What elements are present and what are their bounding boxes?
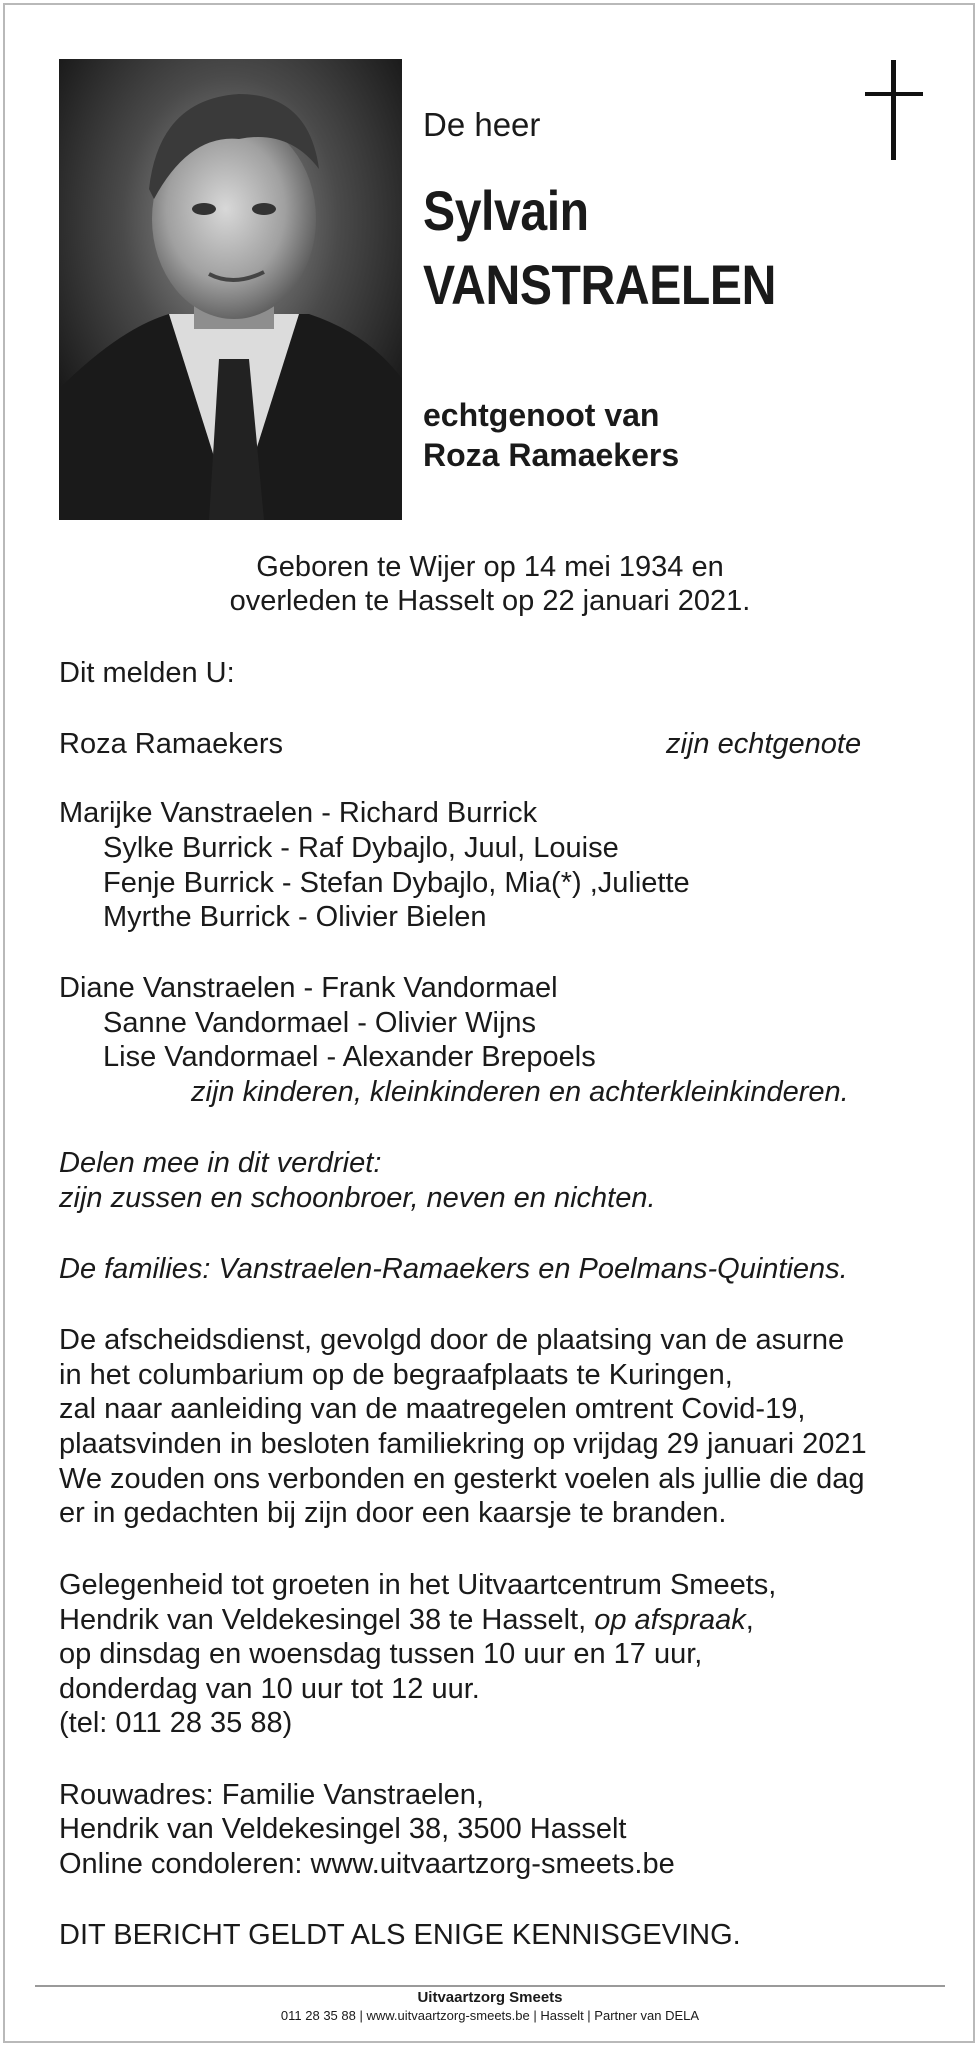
visit-phone: (tel: 011 28 35 88): [59, 1707, 293, 1739]
share-line: zijn zussen en schoonbroer, neven en nichten.: [59, 1182, 656, 1214]
birth-line: Geboren te Wijer op 14 mei 1934 en: [256, 551, 724, 583]
families-line: De families: Vanstraelen-Ramaekers en Poelmans-Quintiens.: [59, 1253, 848, 1285]
visit-address: Hendrik van Veldekesingel 38 te Hasselt,: [59, 1604, 595, 1636]
first-name: Sylvain: [423, 179, 589, 242]
service-line: De afscheidsdienst, gevolgd door de plaatsing van de asurne: [59, 1324, 845, 1356]
service-line: plaatsvinden in besloten familiekring op vrijdag 29 januari 2021: [59, 1428, 867, 1460]
footer-company: Uitvaartzorg Smeets: [417, 1989, 563, 2006]
visit-line: donderdag van 10 uur tot 12 uur.: [59, 1673, 480, 1705]
salutation: De heer: [423, 106, 541, 143]
spouse-row-name: Roza Ramaekers: [59, 728, 284, 760]
condolence-line: Online condoleren: www.uitvaartzorg-smeets.be: [59, 1848, 675, 1880]
service-line: zal naar aanleiding van de maatregelen omtrent Covid-19,: [59, 1393, 806, 1425]
family2-member: Sanne Vandormael - Olivier Wijns: [103, 1007, 537, 1039]
footer-info: 011 28 35 88 | www.uitvaartzorg-smeets.be | Hasselt | Partner van DELA: [280, 2008, 700, 2023]
family2-member: Lise Vandormael - Alexander Brepoels: [103, 1041, 596, 1073]
cross-icon: [865, 60, 923, 160]
relation-label: echtgenoot van: [423, 397, 660, 433]
share-line: Delen mee in dit verdriet:: [59, 1147, 382, 1179]
portrait-photo: [59, 59, 402, 520]
footer-divider: [35, 1985, 945, 1987]
last-name: VANSTRAELEN: [423, 253, 776, 316]
family1-member: Sylke Burrick - Raf Dybajlo, Juul, Louise: [103, 832, 619, 864]
death-line: overleden te Hasselt op 22 januari 2021.: [229, 585, 751, 617]
announce-line: Dit melden U:: [59, 657, 235, 689]
service-line: in het columbarium op de begraafplaats te Kuringen,: [59, 1359, 733, 1391]
spouse-row-role: zijn echtgenote: [666, 728, 862, 760]
visit-appointment: op afspraak: [594, 1604, 746, 1636]
visit-line: op dinsdag en woensdag tussen 10 uur en 17 uur,: [59, 1638, 703, 1670]
address-line: Hendrik van Veldekesingel 38, 3500 Hasselt: [59, 1813, 627, 1845]
visit-line: Gelegenheid tot groeten in het Uitvaartcentrum Smeets,: [59, 1569, 777, 1601]
family2-head: Diane Vanstraelen - Frank Vandormael: [59, 972, 558, 1004]
address-line: Rouwadres: Familie Vanstraelen,: [59, 1779, 484, 1811]
visit-comma: ,: [745, 1604, 754, 1636]
notice-line: DIT BERICHT GELDT ALS ENIGE KENNISGEVING.: [59, 1919, 741, 1951]
family1-member: Myrthe Burrick - Olivier Bielen: [103, 901, 487, 933]
spouse-name: Roza Ramaekers: [423, 437, 680, 473]
service-line: er in gedachten bij zijn door een kaarsje te branden.: [59, 1497, 727, 1529]
service-line: We zouden ons verbonden en gesterkt voelen als jullie die dag: [59, 1463, 865, 1495]
family-role: zijn kinderen, kleinkinderen en achterkleinkinderen.: [191, 1076, 849, 1108]
visit-line: [59, 1603, 754, 1637]
family1-member: Fenje Burrick - Stefan Dybajlo, Mia(*) ,Juliette: [103, 867, 690, 899]
family1-head: Marijke Vanstraelen - Richard Burrick: [59, 797, 538, 829]
